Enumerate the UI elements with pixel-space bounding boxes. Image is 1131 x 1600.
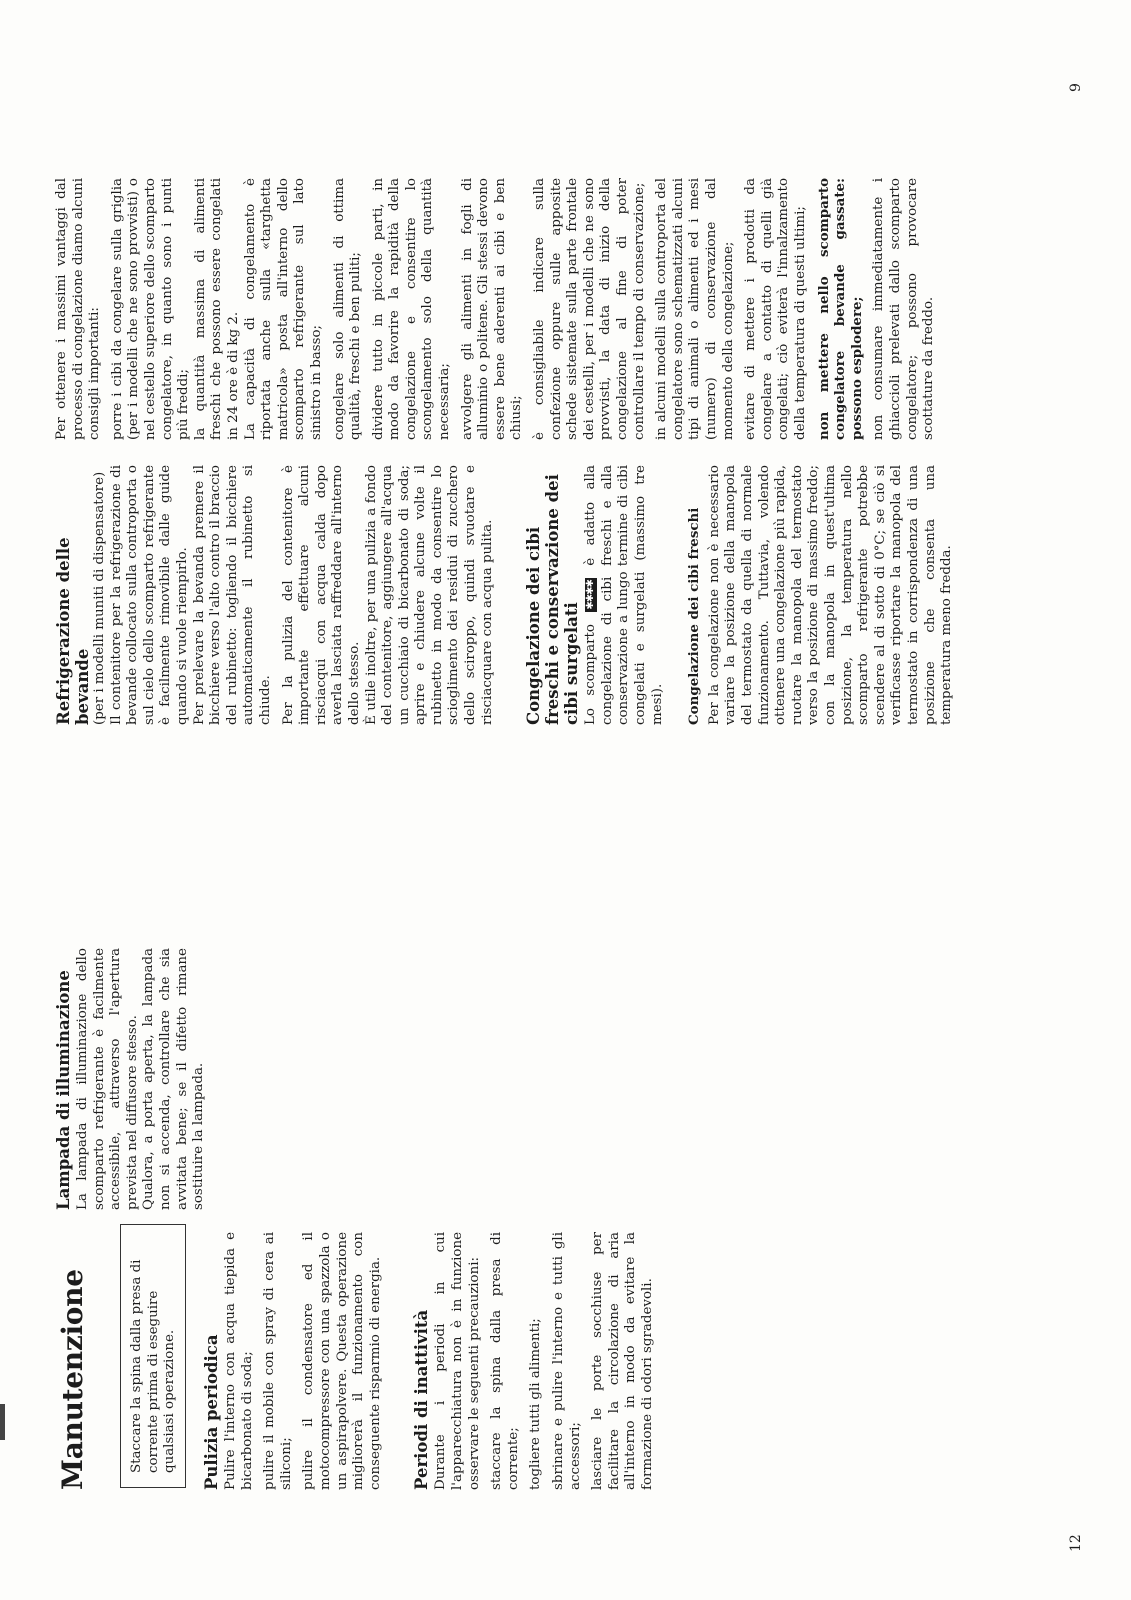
heading-periodi-inattivita: Periodi di inattività <box>412 1309 432 1490</box>
bevande-item-4: È utile inoltre, per una pulizia a fondo del contenitore, aggiungere all'acqua un cucchiaio di bicarbonato di soda; aprire e chiudere alcune volte il rubinetto in modo da consentire lo scioglimento dei residui di zucchero dello sciroppo, quindi svuotare e risciacquare con acqua pulita. <box>363 465 495 725</box>
page-number-left: 12 <box>1068 1534 1084 1552</box>
four-star-freezer-icon: ✱✱✱✱ <box>585 580 597 610</box>
bevande-item-1: Il contenitore per la refrigerazione di bevande collocato sulla controporta o sul cielo dello scomparto refrigerante è facilmente rimovibile dalle guide quando si vuole riempirlo. <box>108 465 190 725</box>
left-dark-stripe <box>0 1404 5 1440</box>
lampada-item-1: La lampada di illuminazione dello scomparto refrigerante è facilmente accessibile, attraverso l'apertura prevista nel diffusore stesso. <box>75 948 140 1210</box>
consigli-item-1: porre i cibi da congelare sulla griglia (per i modelli che ne sono provvisti) o nel cestello superiore dello scomparto congelatore, in quanto sono i punti più freddi; <box>109 178 192 440</box>
heading-pulizia-periodica: Pulizia periodica <box>202 1334 221 1490</box>
bevande-subheading: (per i modelli muniti di dispensatore) <box>92 471 107 725</box>
consigli-item-9: evitare di mettere i prodotti da congelare a contatto di quelli già congelati; ciò eviterà l'innalzamento della temperatura di questi ultimi; <box>743 178 808 440</box>
bevande-item-3: Per la pulizia del contenitore è importante effettuare alcuni risciacqui con acqua calda dopo averla lasciata raffreddare all'interno dello stesso. <box>280 465 362 725</box>
consigli-warning: non mettere nello scomparto congelatore bevande gassate: possono esplodere; <box>815 178 865 440</box>
consigli-item-8: in alcuni modelli sulla controporta del congelatore sono schematizzati alcuni tipi di animali o alimenti ed i mesi (numero) di conservazione dal momento della congelazione; <box>654 178 736 440</box>
inattivita-item-4: sbrinare e pulire l'interno e tutti gli accessori; <box>550 1232 583 1490</box>
consigli-item-6: avvolgere gli alimenti in fogli di alluminio o politene. Gli stessi devono essere bene aderenti ai cibi e ben chiusi; <box>459 178 525 440</box>
column-4 <box>54 178 944 440</box>
lampada-item-2: Qualora, a porta aperta, la lampada non si accenda, controllare che sia avvitata bene; se il difetto rimane sostituire la lampada. <box>141 948 207 1210</box>
heading-congelazione-cibi-freschi: Congelazione dei cibi freschi <box>686 507 703 725</box>
consigli-item-2: la quantità massima di alimenti freschi che possono essere congelati in 24 ore è di kg 2. <box>192 178 241 440</box>
warning-box <box>120 1224 186 1488</box>
pulizia-item-1: Pulire l'interno con acqua tiepida e bicarbonato di soda; <box>223 1232 255 1490</box>
warning-text: Staccare la spina dalla presa di corrente prima di eseguire qualsiasi operazione. <box>129 1259 178 1473</box>
consigli-intro: Per ottenere i massimi vantaggi dal processo di congelazione diamo alcuni consigli importanti: <box>54 178 103 440</box>
consigli-item-7: è consigliabile indicare sulla confezione oppure sulle apposite schede sistemate sulla parte frontale dei cestelli, per i modelli che ne sono provvisti, la data di inizio della congelazione al fine di poter controllare il tempo di conservazione; <box>532 178 647 440</box>
column-1 <box>202 1232 662 1490</box>
pulizia-item-2: pulire il mobile con spray di cera ai siliconi; <box>262 1232 294 1490</box>
page-title: Manutenzione <box>56 1269 89 1490</box>
consigli-item-4: congelare solo alimenti di ottima qualità, freschi e ben puliti; <box>331 178 364 440</box>
inattivita-item-1: Durante i periodi in cui l'apparecchiatura non è in funzione osservare le seguenti precauzioni: <box>433 1232 482 1490</box>
congelazione-body: Per la congelazione non è necessario variare la posizione della manopola del termostato da quella di normale funzionamento. Tuttavia, volendo ottenere una congelazione più rapida, ruotare la manopola del termostato verso la posizione di massimo freddo; con la manopola in quest'ultima posizione, la temperatura nello scomparto refrigerante potrebbe scendere al di sotto di 0°C; se ciò si verificasse riportare la manopola del termostato in corrispondenza di una posizione che consenta una temperatura meno fredda. <box>706 465 955 725</box>
pulizia-item-3: pulire il condensatore ed il motocompressore con una spazzola o un aspirapolvere. Questa operazione migliorerà il funzionamento con conseguente risparmio di energia. <box>301 1232 383 1490</box>
heading-congelazione: Congelazione dei cibi freschi e conservazione dei cibi surgelati <box>524 474 582 725</box>
consigli-item-3: La capacità di congelamento è riportata anche sulla «targhetta matricola» posta all'interno dello scomparto refrigerante sul lato sinistro in basso; <box>242 178 324 440</box>
bevande-item-2: Per prelevare la bevanda premere il bicchiere verso l'alto contro il braccio del rubinetto: togliendo il bicchiere automaticamente il rubinetto si chiude. <box>191 465 273 725</box>
congelazione-intro <box>583 465 666 725</box>
column-3 <box>54 465 962 725</box>
column-2 <box>54 948 214 1210</box>
inattivita-item-2: staccare la spina dalla presa di corrente; <box>489 1232 521 1490</box>
consigli-item-5: dividere tutto in piccole parti, in modo da favorire la rapidità della congelazione e consentire lo scongelamento solo della quantità necessaria; <box>370 178 453 440</box>
heading-lampada: Lampada di illuminazione <box>54 970 73 1210</box>
page-number-right: 9 <box>1068 83 1084 92</box>
congelazione-intro-before: Lo scomparto <box>583 611 599 725</box>
inattivita-item-3: togliere tutti gli alimenti; <box>528 1318 544 1490</box>
consigli-last: non consumare immediatamente i ghiaccioli prelevati dallo scomparto congelatore; possono provocare scottature da freddo. <box>871 178 937 440</box>
heading-bevande: Refrigerazione delle bevande <box>54 537 92 725</box>
inattivita-item-5: lasciare le porte socchiuse per facilitare la circolazione di aria all'interno in modo da evitare la formazione di odori sgradevoli. <box>590 1232 655 1490</box>
congelazione-intro-after: è adatto alla congelazione di cibi freschi e alla conservazione a lungo termine di cibi congelati e surgelati (massimo tre mesi). <box>583 465 665 725</box>
